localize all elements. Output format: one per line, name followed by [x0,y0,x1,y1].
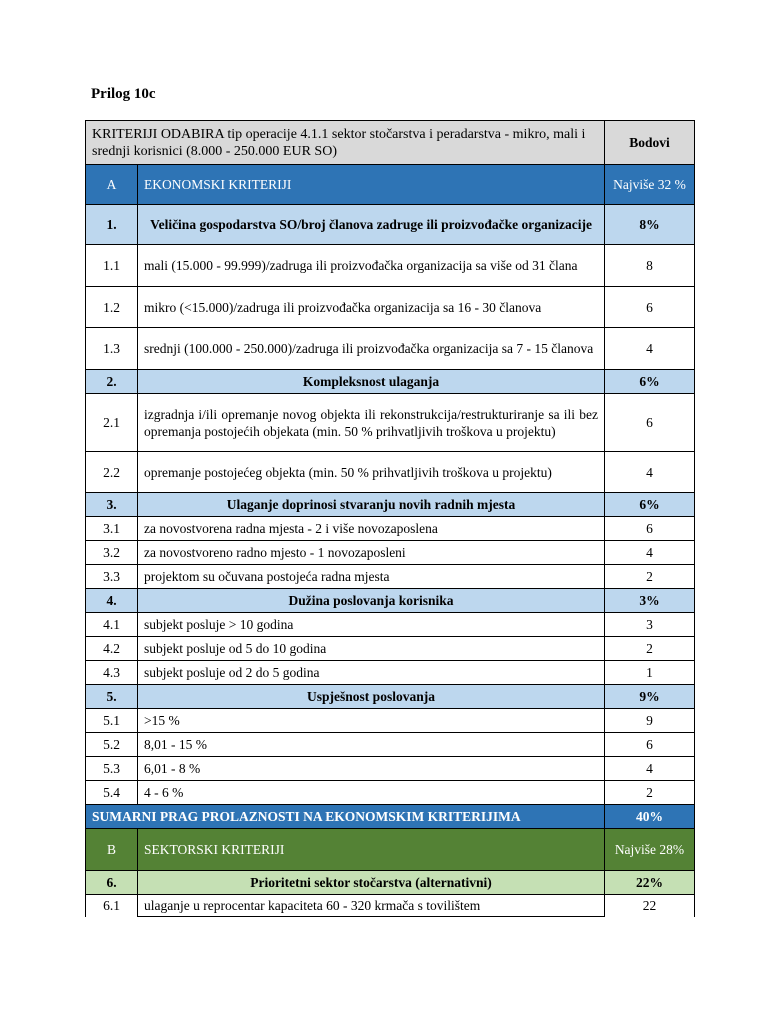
group-title: Prioritetni sektor stočarstva (alternativni) [138,871,605,895]
criteria-item-row [86,637,695,661]
group-points: 9% [605,685,695,709]
item-description: >15 % [138,709,605,733]
item-number: 5.2 [86,733,138,757]
criteria-group-row [86,685,695,709]
criteria-item-row [86,328,695,370]
criteria-item-row [86,757,695,781]
points-column-header: Bodovi [605,121,695,165]
section-b-code: B [86,829,138,871]
item-description: srednji (100.000 - 250.000)/zadruga ili proizvođačka organizacija sa 7 - 15 članova [138,328,605,370]
item-description: za novostvorena radna mjesta - 2 i više novozaposlena [138,517,605,541]
group-number: 5. [86,685,138,709]
item-points: 1 [605,661,695,685]
item-number: 4.3 [86,661,138,685]
criteria-item-row [86,452,695,493]
item-points: 4 [605,541,695,565]
annex-label: Prilog 10c [91,86,156,102]
item-number: 5.3 [86,757,138,781]
section-a-code: A [86,165,138,205]
criteria-item-row [86,781,695,805]
group-points: 22% [605,871,695,895]
item-description: mali (15.000 - 99.999)/zadruga ili proizvođačka organizacija sa više od 31 člana [138,245,605,287]
item-number: 1.2 [86,287,138,328]
criteria-group-row [86,370,695,394]
threshold-row [86,805,695,829]
criteria-group-row [86,493,695,517]
item-description: izgradnja i/ili opremanje novog objekta ili rekonstrukcija/restrukturiranje sa ili bez opremanja postojećih objekata (min. 50 % prihvatljivih troškova u projektu) [138,394,605,452]
criteria-table [85,120,695,917]
threshold-points: 40% [605,805,695,829]
criteria-item-row [86,394,695,452]
item-number: 2.1 [86,394,138,452]
group-points: 6% [605,370,695,394]
item-points: 2 [605,565,695,589]
section-b-row [86,829,695,871]
criteria-item-row [86,613,695,637]
item-points: 22 [605,895,695,917]
item-points: 4 [605,328,695,370]
item-points: 4 [605,452,695,493]
criteria-item-row [86,287,695,328]
item-number: 3.3 [86,565,138,589]
item-description: 8,01 - 15 % [138,733,605,757]
criteria-group-row [86,589,695,613]
table-header-row [86,121,695,165]
group-points: 3% [605,589,695,613]
item-points: 6 [605,733,695,757]
item-points: 9 [605,709,695,733]
item-description: za novostvoreno radno mjesto - 1 novozaposleni [138,541,605,565]
item-number: 3.2 [86,541,138,565]
group-title: Uspješnost poslovanja [138,685,605,709]
criteria-item-row [86,517,695,541]
section-b-title: SEKTORSKI KRITERIJI [138,829,605,871]
item-description: mikro (<15.000)/zadruga ili proizvođačka organizacija sa 16 - 30 članova [138,287,605,328]
group-points: 6% [605,493,695,517]
item-points: 4 [605,757,695,781]
criteria-item-row [86,541,695,565]
group-title: Kompleksnost ulaganja [138,370,605,394]
item-points: 2 [605,637,695,661]
criteria-item-row [86,245,695,287]
threshold-text: SUMARNI PRAG PROLAZNOSTI NA EKONOMSKIM KRITERIJIMA [86,805,605,829]
item-points: 6 [605,287,695,328]
item-number: 4.2 [86,637,138,661]
item-description: subjekt posluje od 5 do 10 godina [138,637,605,661]
criteria-group-row [86,205,695,245]
group-number: 1. [86,205,138,245]
item-points: 6 [605,394,695,452]
table-title: KRITERIJI ODABIRA tip operacije 4.1.1 sektor stočarstva i peradarstva - mikro, mali i srednji korisnici (8.000 - 250.000 EUR SO) [86,121,605,165]
criteria-item-row [86,709,695,733]
item-number: 5.4 [86,781,138,805]
group-number: 4. [86,589,138,613]
item-points: 6 [605,517,695,541]
criteria-item-row [86,733,695,757]
item-points: 2 [605,781,695,805]
section-a-row [86,165,695,205]
group-title: Ulaganje doprinosi stvaranju novih radnih mjesta [138,493,605,517]
item-points: 8 [605,245,695,287]
group-title: Veličina gospodarstva SO/broj članova zadruge ili proizvođačke organizacije [138,205,605,245]
item-number: 1.3 [86,328,138,370]
item-number: 2.2 [86,452,138,493]
item-number: 1.1 [86,245,138,287]
group-title: Dužina poslovanja korisnika [138,589,605,613]
item-description: projektom su očuvana postojeća radna mjesta [138,565,605,589]
section-a-title: EKONOMSKI KRITERIJI [138,165,605,205]
item-number: 6.1 [86,895,138,917]
criteria-item-row [86,895,695,917]
criteria-item-row [86,565,695,589]
group-number: 2. [86,370,138,394]
group-points: 8% [605,205,695,245]
item-number: 4.1 [86,613,138,637]
section-a-max: Najviše 32 % [605,165,695,205]
item-number: 3.1 [86,517,138,541]
section-b-max: Najviše 28% [605,829,695,871]
item-description: 6,01 - 8 % [138,757,605,781]
criteria-group-row [86,871,695,895]
item-description: subjekt posluje > 10 godina [138,613,605,637]
group-number: 6. [86,871,138,895]
criteria-item-row [86,661,695,685]
item-description: ulaganje u reprocentar kapaciteta 60 - 320 krmača s tovilištem [138,895,605,917]
item-description: opremanje postojećeg objekta (min. 50 % prihvatljivih troškova u projektu) [138,452,605,493]
group-number: 3. [86,493,138,517]
item-description: subjekt posluje od 2 do 5 godina [138,661,605,685]
item-description: 4 - 6 % [138,781,605,805]
item-number: 5.1 [86,709,138,733]
item-points: 3 [605,613,695,637]
